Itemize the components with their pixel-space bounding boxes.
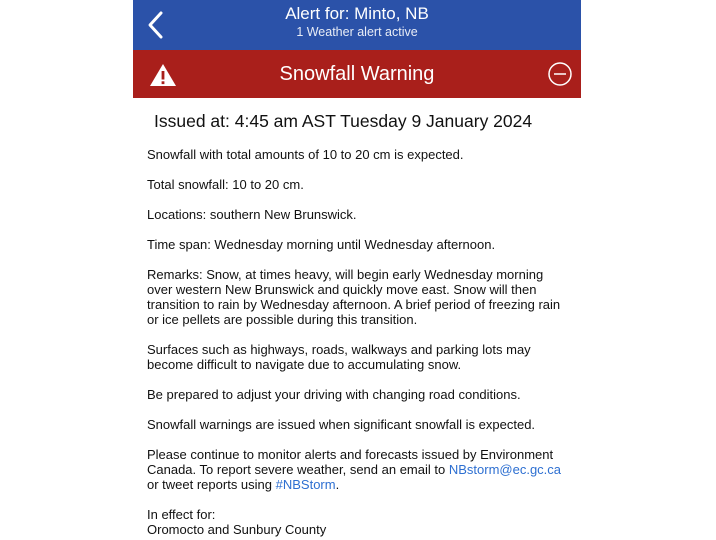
alert-title: Snowfall Warning: [279, 63, 435, 85]
page-title: Alert for: Minto, NB: [285, 4, 429, 23]
contact-paragraph: [147, 447, 567, 492]
contact-text: or tweet reports using: [147, 477, 276, 492]
contact-text: Please continue to monitor alerts and forecasts issued by Environment Canada. To report severe weather, send an email to: [147, 447, 554, 477]
alert-paragraph: Time span: Wednesday morning until Wednesday afternoon.: [147, 237, 496, 252]
contact-text: .: [335, 477, 340, 492]
alert-paragraph: Snowfall with total amounts of 10 to 20 cm is expected.: [147, 147, 464, 162]
alert-screen: [133, 0, 581, 540]
email-link[interactable]: NBstorm@ec.gc.ca: [448, 462, 562, 477]
alert-body: [133, 133, 581, 537]
alert-paragraph: Total snowfall: 10 to 20 cm.: [147, 177, 304, 192]
nav-bar: [133, 0, 581, 50]
alert-paragraph: Be prepared to adjust your driving with changing road conditions.: [147, 387, 521, 402]
warning-icon: [149, 63, 177, 87]
in-effect: [147, 507, 567, 537]
in-effect-area: Oromocto and Sunbury County: [147, 522, 327, 537]
page-subtitle: 1 Weather alert active: [296, 25, 418, 39]
minus-circle-icon: [548, 62, 572, 86]
collapse-button[interactable]: [548, 62, 572, 86]
chevron-left-icon: [145, 10, 169, 40]
in-effect-label: In effect for:: [147, 507, 216, 522]
alert-paragraph: Remarks: Snow, at times heavy, will begin early Wednesday morning over western New Brunswick and quickly move east. Snow will then transition to rain by Wednesday afternoon. A brief period of freezing rain or ice pellets are possible during this transition.: [147, 267, 561, 327]
alert-paragraph: Surfaces such as highways, roads, walkways and parking lots may become difficult to navigate due to accumulating snow.: [147, 342, 531, 372]
hashtag-link[interactable]: #NBStorm: [275, 477, 336, 492]
issued-time: Issued at: 4:45 am AST Tuesday 9 January 2024: [154, 111, 533, 131]
alert-paragraph: Snowfall warnings are issued when significant snowfall is expected.: [147, 417, 536, 432]
alert-banner: [133, 50, 581, 98]
back-button[interactable]: [145, 10, 169, 40]
alert-paragraph: Locations: southern New Brunswick.: [147, 207, 357, 222]
